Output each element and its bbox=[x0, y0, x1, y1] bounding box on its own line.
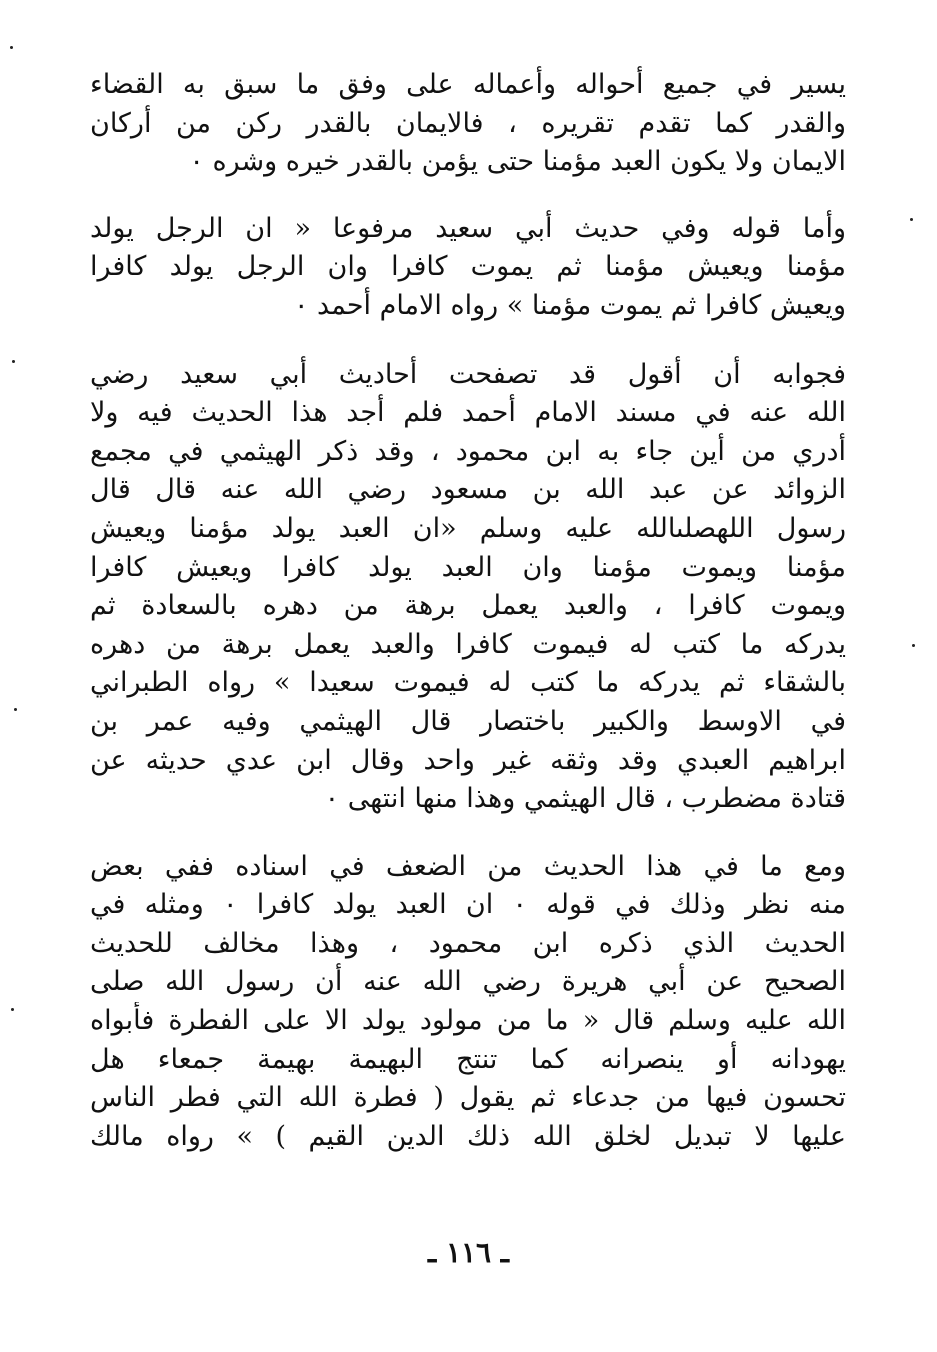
text-line: الزوائد عن عبد الله بن مسعود رضي الله عنه قال قال bbox=[90, 474, 846, 506]
scan-speck bbox=[14, 708, 17, 711]
paragraph-spacer bbox=[90, 819, 846, 848]
scan-speck bbox=[12, 360, 15, 363]
paragraph-spacer bbox=[90, 326, 846, 356]
text-line: تحسون فيها من جدعاء ثم يقول ( فطرة الله التي فطر الناس bbox=[90, 1082, 846, 1114]
text-line: بالشقاء ثم يدركه ما كتب له فيموت سعيدا » رواه الطبراني bbox=[90, 667, 846, 699]
text-line: رسول اللهصلىالله عليه وسلم «ان العبد يولد مؤمنا ويعيش bbox=[90, 512, 846, 544]
text-line: عليها لا تبديل لخلق الله ذلك الدين القيم ) » رواه مالك bbox=[90, 1120, 846, 1152]
text-line: الله عليه وسلم قال « ما من مولود يولد الا على الفطرة فأبواه bbox=[90, 1005, 846, 1037]
paragraph-1 bbox=[90, 66, 846, 182]
scan-speck bbox=[11, 1008, 14, 1011]
text-line: يهودانه أو ينصرانه كما تنتج البهيمة بهيمة جمعاء هل bbox=[90, 1043, 846, 1075]
text-line: الحديث الذي ذكره ابن محمود ، وهذا مخالف للحديث bbox=[90, 927, 846, 959]
text-line: والقدر كما تقدم تقريره ، فالايمان بالقدر ركن من أركان bbox=[90, 107, 846, 139]
text-line: الله عنه في مسند الامام أحمد فلم أجد هذا الحديث فيه ولا bbox=[90, 397, 846, 429]
text-line: يسير في جميع أحواله وأعماله على وفق ما سبق به القضاء bbox=[90, 69, 846, 100]
text-line: ويعيش كافرا ثم يموت مؤمنا » رواه الامام أحمد ٠ bbox=[293, 289, 846, 321]
text-line: وأما قوله وفي حديث أبي سعيد مرفوعا « ان الرجل يولد bbox=[90, 212, 846, 244]
text-line: ويموت كافرا ، والعبد يعمل برهة من دهره بالسعادة ثم bbox=[90, 590, 846, 622]
page-body bbox=[90, 66, 846, 1156]
text-line: منه نظر وذلك في قوله ٠ ان العبد يولد كافرا ٠ ومثله في bbox=[90, 889, 846, 921]
paragraph-4 bbox=[90, 848, 846, 1157]
paragraph-2 bbox=[90, 210, 846, 326]
paragraph-spacer bbox=[90, 182, 846, 210]
text-line: الصحيح عن أبي هريرة رضي الله عنه أن رسول الله صلى bbox=[90, 966, 846, 998]
text-line: فجوابه أن أقول قد تصفحت أحاديث أبي سعيد رضي bbox=[90, 358, 846, 390]
paragraph-3 bbox=[90, 356, 846, 819]
text-line: قتادة مضطرب ، قال الهيثمي وهذا منها انتهى ٠ bbox=[324, 783, 846, 815]
text-line: في الاوسط والكبير باختصار قال الهيثمي وفيه عمر بن bbox=[90, 705, 846, 737]
page-number: ـ ١١٦ ـ bbox=[427, 1236, 510, 1269]
text-line: مؤمنا ويموت مؤمنا وان العبد يولد كافرا ويعيش كافرا bbox=[90, 551, 846, 583]
scan-speck bbox=[912, 644, 915, 647]
scan-speck bbox=[10, 46, 13, 49]
text-line: ومع ما في هذا الحديث من الضعف في اسناده ففي بعض bbox=[90, 850, 846, 882]
text-line: أدري من أين جاء به ابن محمود ، وقد ذكر الهيثمي في مجمع bbox=[90, 435, 846, 467]
text-line: الايمان ولا يكون العبد مؤمنا حتى يؤمن بالقدر خيره وشره ٠ bbox=[189, 146, 846, 178]
scan-speck bbox=[910, 218, 913, 221]
text-line: ابراهيم العبدي وقد وثقه غير واحد وقال ابن عدي حديثه عن bbox=[90, 744, 846, 776]
text-line: مؤمنا ويعيش مؤمنا ثم يموت كافرا وان الرجل يولد كافرا bbox=[90, 251, 846, 283]
text-line: يدركه ما كتب له فيموت كافرا والعبد يعمل برهة من دهره bbox=[90, 628, 846, 660]
